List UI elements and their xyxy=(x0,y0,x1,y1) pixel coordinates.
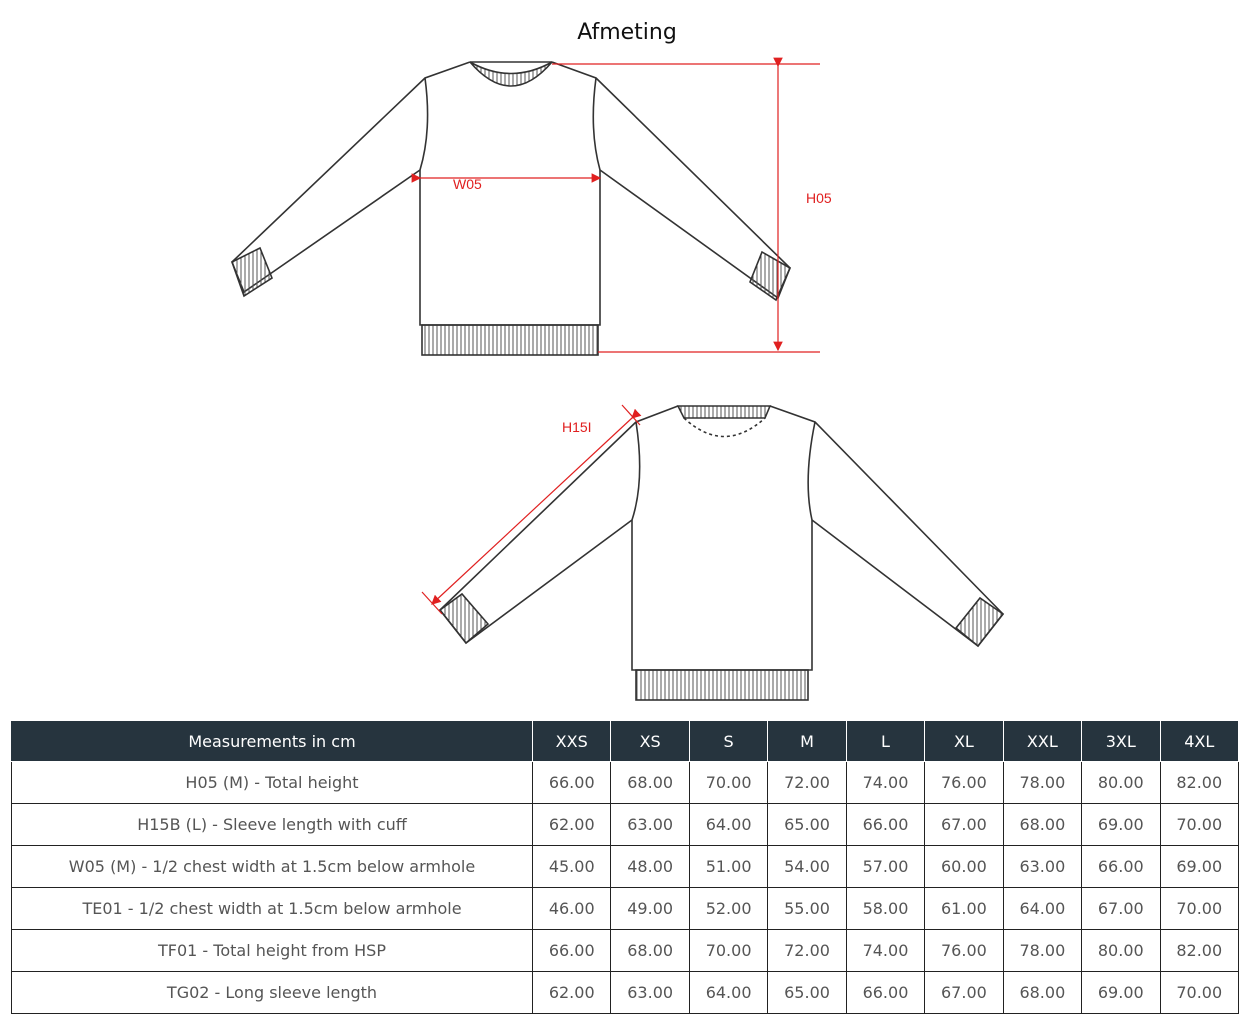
table-cell: 70.00 xyxy=(689,930,767,972)
header-size: XL xyxy=(925,721,1003,762)
h05-label: H05 xyxy=(806,190,832,206)
table-cell: 70.00 xyxy=(1160,888,1239,930)
back-neck-rib xyxy=(678,406,770,418)
row-label: H05 (M) - Total height xyxy=(12,762,533,804)
table-cell: 63.00 xyxy=(611,804,689,846)
table-cell: 64.00 xyxy=(689,972,767,1014)
table-cell: 67.00 xyxy=(925,972,1003,1014)
table-cell: 62.00 xyxy=(533,804,611,846)
table-cell: 68.00 xyxy=(611,930,689,972)
table-cell: 55.00 xyxy=(768,888,846,930)
table-row xyxy=(12,762,1239,804)
table-cell: 65.00 xyxy=(768,804,846,846)
row-label: W05 (M) - 1/2 chest width at 1.5cm below armhole xyxy=(12,846,533,888)
table-cell: 67.00 xyxy=(925,804,1003,846)
table-cell: 78.00 xyxy=(1003,930,1081,972)
table-cell: 58.00 xyxy=(846,888,924,930)
table-cell: 66.00 xyxy=(533,762,611,804)
size-table-header xyxy=(12,721,1239,762)
table-cell: 68.00 xyxy=(1003,972,1081,1014)
size-table xyxy=(11,720,1239,1014)
table-cell: 45.00 xyxy=(533,846,611,888)
table-row xyxy=(12,804,1239,846)
page-title: Afmeting xyxy=(577,20,677,45)
back-body xyxy=(632,520,812,670)
table-cell: 78.00 xyxy=(1003,762,1081,804)
header-size: 3XL xyxy=(1082,721,1160,762)
front-neck-rib xyxy=(470,62,552,86)
back-sweater xyxy=(440,406,1003,700)
table-cell: 67.00 xyxy=(1082,888,1160,930)
table-cell: 61.00 xyxy=(925,888,1003,930)
table-row xyxy=(12,972,1239,1014)
table-cell: 80.00 xyxy=(1082,762,1160,804)
header-size: L xyxy=(846,721,924,762)
table-cell: 80.00 xyxy=(1082,930,1160,972)
table-cell: 72.00 xyxy=(768,930,846,972)
table-cell: 63.00 xyxy=(611,972,689,1014)
header-size: 4XL xyxy=(1160,721,1239,762)
table-cell: 46.00 xyxy=(533,888,611,930)
header-size: S xyxy=(689,721,767,762)
table-cell: 63.00 xyxy=(1003,846,1081,888)
table-cell: 52.00 xyxy=(689,888,767,930)
table-cell: 54.00 xyxy=(768,846,846,888)
table-cell: 51.00 xyxy=(689,846,767,888)
front-sweater xyxy=(232,62,790,355)
table-cell: 66.00 xyxy=(846,804,924,846)
header-size: M xyxy=(768,721,846,762)
table-cell: 65.00 xyxy=(768,972,846,1014)
header-size: XXS xyxy=(533,721,611,762)
table-cell: 82.00 xyxy=(1160,930,1239,972)
row-label: TE01 - 1/2 chest width at 1.5cm below armhole xyxy=(12,888,533,930)
table-row xyxy=(12,930,1239,972)
table-cell: 49.00 xyxy=(611,888,689,930)
table-cell: 76.00 xyxy=(925,930,1003,972)
w05-label: W05 xyxy=(453,176,482,192)
row-label: H15B (L) - Sleeve length with cuff xyxy=(12,804,533,846)
table-cell: 66.00 xyxy=(533,930,611,972)
table-cell: 69.00 xyxy=(1160,846,1239,888)
header-size: XXL xyxy=(1003,721,1081,762)
table-cell: 68.00 xyxy=(611,762,689,804)
row-label: TG02 - Long sleeve length xyxy=(12,972,533,1014)
table-cell: 82.00 xyxy=(1160,762,1239,804)
header-measurements: Measurements in cm xyxy=(12,721,533,762)
table-row xyxy=(12,846,1239,888)
table-cell: 76.00 xyxy=(925,762,1003,804)
table-cell: 57.00 xyxy=(846,846,924,888)
row-label: TF01 - Total height from HSP xyxy=(12,930,533,972)
table-cell: 66.00 xyxy=(1082,846,1160,888)
table-cell: 66.00 xyxy=(846,972,924,1014)
table-cell: 74.00 xyxy=(846,762,924,804)
table-cell: 68.00 xyxy=(1003,804,1081,846)
table-cell: 70.00 xyxy=(689,762,767,804)
table-cell: 64.00 xyxy=(689,804,767,846)
table-row xyxy=(12,888,1239,930)
table-cell: 64.00 xyxy=(1003,888,1081,930)
table-cell: 74.00 xyxy=(846,930,924,972)
h15-label: H15I xyxy=(562,419,592,435)
back-waist-rib xyxy=(636,670,808,700)
table-cell: 60.00 xyxy=(925,846,1003,888)
table-cell: 70.00 xyxy=(1160,972,1239,1014)
table-cell: 69.00 xyxy=(1082,804,1160,846)
front-waist-rib xyxy=(422,325,598,355)
front-body xyxy=(420,170,600,325)
header-size: XS xyxy=(611,721,689,762)
table-cell: 69.00 xyxy=(1082,972,1160,1014)
table-cell: 62.00 xyxy=(533,972,611,1014)
table-cell: 48.00 xyxy=(611,846,689,888)
table-cell: 70.00 xyxy=(1160,804,1239,846)
table-cell: 72.00 xyxy=(768,762,846,804)
